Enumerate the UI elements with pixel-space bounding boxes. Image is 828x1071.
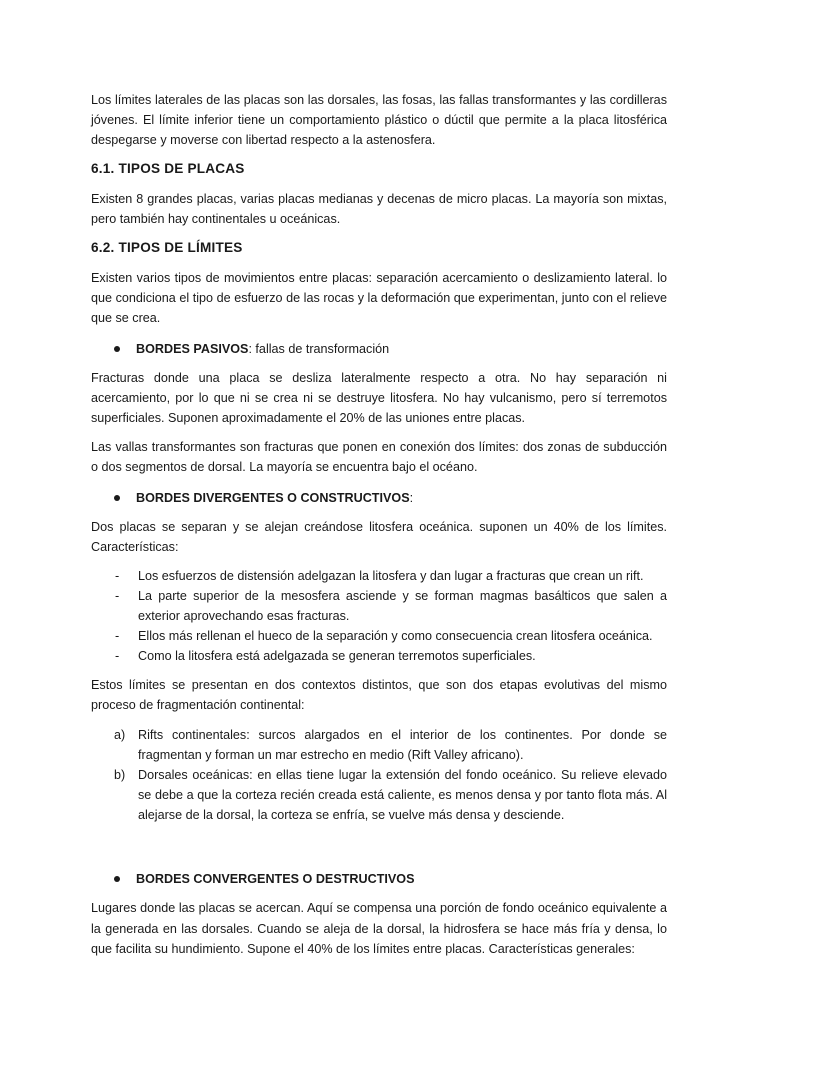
bullet-bordes-pasivos bbox=[91, 339, 667, 359]
bordes-convergentes-paragraph-1: Lugares donde las placas se acercan. Aquí se compensa una porción de fondo oceánico equivalente a la generada en las dorsales. Cuando se aleja de la dorsal, la hidrosfera se hace más fría y densa, lo que facilita su hundimiento. Supone el 40% de los límites entre placas. Características generales: bbox=[91, 901, 667, 956]
list-item: - Los esfuerzos de distensión adelgazan la litosfera y dan lugar a fracturas que crean un rift. bbox=[91, 566, 667, 586]
bullet-bordes-divergentes bbox=[91, 488, 667, 508]
contexts-list bbox=[91, 725, 667, 825]
bullet-dot-icon bbox=[114, 346, 120, 352]
bullet-dot-icon bbox=[114, 495, 120, 501]
list-marker: b) bbox=[114, 768, 126, 783]
section-heading-tipos-de-placas: 6.1. TIPOS DE PLACAS bbox=[91, 160, 245, 176]
list-marker: a) bbox=[114, 728, 126, 743]
bullet-bordes-convergentes bbox=[91, 869, 667, 889]
bordes-pasivos-paragraph-2: Las vallas transformantes son fracturas que ponen en conexión dos límites: dos zonas de subducción o dos segmentos de dorsal. La mayoría se encuentra bajo el océano. bbox=[91, 440, 667, 475]
bordes-pasivos-label: BORDES PASIVOS bbox=[136, 341, 249, 356]
bordes-pasivos-suffix: : fallas de transformación bbox=[248, 341, 390, 356]
tipos-de-placas-paragraph: Existen 8 grandes placas, varias placas medianas y decenas de micro placas. La mayoría son mixtas, pero también hay continentales u oceánicas. bbox=[91, 191, 667, 226]
list-item: - Como la litosfera está adelgazada se generan terremotos superficiales. bbox=[91, 646, 667, 666]
divergentes-characteristics-list bbox=[91, 566, 667, 666]
dash-marker: - bbox=[115, 589, 120, 604]
bordes-divergentes-paragraph-1: Dos placas se separan y se alejan creándose litosfera oceánica. suponen un 40% de los límites. Características: bbox=[91, 519, 667, 554]
dash-marker: - bbox=[115, 629, 120, 644]
bordes-divergentes-paragraph-2: Estos límites se presentan en dos contextos distintos, que son dos etapas evolutivas del mismo proceso de fragmentación continental: bbox=[91, 678, 667, 713]
intro-paragraph: Los límites laterales de las placas son las dorsales, las fosas, las fallas transformantes y las cordilleras jóvenes. El límite inferior tiene un comportamiento plástico o dúctil que permite a la placa litosférica despegarse y moverse con libertad respecto a la astenosfera. bbox=[91, 93, 667, 148]
list-item: - La parte superior de la mesosfera asciende y se forman magmas basálticos que salen a exterior aprovechando esas fracturas. bbox=[91, 586, 667, 626]
list-item: - Ellos más rellenan el hueco de la separación y como consecuencia crean litosfera oceánica. bbox=[91, 626, 667, 646]
bordes-divergentes-label: BORDES DIVERGENTES O CONSTRUCTIVOS bbox=[136, 490, 410, 505]
bullet-dot-icon bbox=[114, 876, 120, 882]
list-item: b) Dorsales oceánicas: en ellas tiene lugar la extensión del fondo oceánico. Su relieve elevado se debe a que la corteza recién creada está caliente, es menos densa y por tanto flota más. Al alejarse de la dorsal, la corteza se enfría, se vuelve más densa y desciende. bbox=[91, 765, 667, 825]
document-page bbox=[91, 90, 667, 959]
list-item: a) Rifts continentales: surcos alargados en el interior de los continentes. Por donde se fragmentan y forman un mar estrecho en medio (Rift Valley africano). bbox=[91, 725, 667, 765]
bordes-pasivos-paragraph-1: Fracturas donde una placa se desliza lateralmente respecto a otra. No hay separación ni acercamiento, por lo que ni se crea ni se destruye litosfera. No hay vulcanismo, pero sí terremotos superficiales. Suponen aproximadamente el 20% de las uniones entre placas. bbox=[91, 370, 667, 426]
dash-marker: - bbox=[115, 649, 120, 664]
tipos-de-limites-paragraph: Existen varios tipos de movimientos entre placas: separación acercamiento o deslizamiento lateral. lo que condiciona el tipo de esfuerzo de las rocas y la deformación que experimentan, junto con el relieve que se crea. bbox=[91, 271, 667, 326]
section-heading-tipos-de-limites: 6.2. TIPOS DE LÍMITES bbox=[91, 240, 243, 256]
dash-marker: - bbox=[115, 569, 120, 584]
bordes-divergentes-suffix: : bbox=[409, 490, 414, 505]
bordes-convergentes-label: BORDES CONVERGENTES O DESTRUCTIVOS bbox=[136, 872, 415, 887]
